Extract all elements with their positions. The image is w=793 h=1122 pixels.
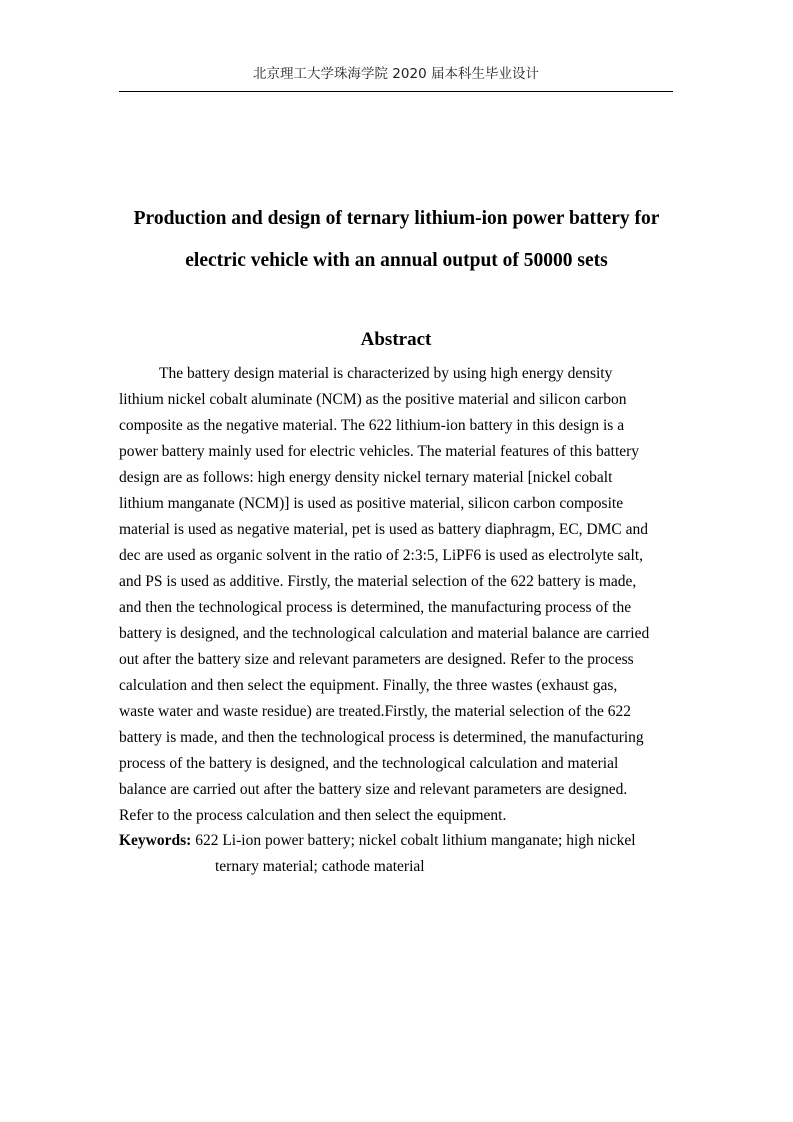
- abstract-line: battery is made, and then the technological process is determined, the manufacturing: [119, 729, 644, 746]
- paper-title: [100, 198, 693, 282]
- abstract-line: waste water and waste residue) are treated.Firstly, the material selection of the 622: [119, 703, 632, 720]
- keywords-line-1: [119, 828, 673, 854]
- abstract-line: dec are used as organic solvent in the ratio of 2:3:5, LiPF6 is used as electrolyte salt,: [119, 547, 644, 564]
- abstract-line: out after the battery size and relevant parameters are designed. Refer to the process: [119, 651, 634, 668]
- keywords-text-1: 622 Li-ion power battery; nickel cobalt lithium manganate; high nickel: [191, 832, 636, 849]
- abstract-line: Refer to the process calculation and then select the equipment.: [119, 807, 507, 824]
- keywords-label: Keywords:: [119, 832, 192, 849]
- header-rule: [119, 91, 673, 92]
- running-header: 北京理工大学珠海学院 2020 届本科生毕业设计: [253, 66, 539, 82]
- abstract-line: and then the technological process is determined, the manufacturing process of the: [119, 599, 632, 616]
- abstract-line: and PS is used as additive. Firstly, the material selection of the 622 battery is made,: [119, 573, 637, 590]
- keywords-line-2: ternary material; cathode material: [215, 858, 425, 875]
- abstract-line: balance are carried out after the battery size and relevant parameters are designed.: [119, 781, 628, 798]
- paper-title-line-2: electric vehicle with an annual output of 50000 sets: [185, 250, 608, 271]
- abstract-line: battery is designed, and the technological calculation and material balance are carried: [119, 625, 650, 642]
- abstract-line: composite as the negative material. The 622 lithium-ion battery in this design is a: [119, 417, 625, 434]
- abstract-line: design are as follows: high energy density nickel ternary material [nickel cobalt: [119, 469, 613, 486]
- keywords-block: [119, 828, 673, 880]
- abstract-line: lithium manganate (NCM)] is used as positive material, silicon carbon composite: [119, 495, 624, 512]
- abstract-line: calculation and then select the equipment. Finally, the three wastes (exhaust gas,: [119, 677, 618, 694]
- abstract-line: process of the battery is designed, and the technological calculation and material: [119, 755, 619, 772]
- abstract-line: The battery design material is characterized by using high energy density: [159, 365, 613, 382]
- abstract-line: lithium nickel cobalt aluminate (NCM) as the positive material and silicon carbon: [119, 391, 627, 408]
- abstract-heading: Abstract: [360, 329, 432, 350]
- abstract-body: [119, 361, 673, 829]
- abstract-line: material is used as negative material, pet is used as battery diaphragm, EC, DMC and: [119, 521, 649, 538]
- paper-title-line-1: Production and design of ternary lithium-ion power battery for: [133, 208, 660, 229]
- abstract-line: power battery mainly used for electric vehicles. The material features of this battery: [119, 443, 640, 460]
